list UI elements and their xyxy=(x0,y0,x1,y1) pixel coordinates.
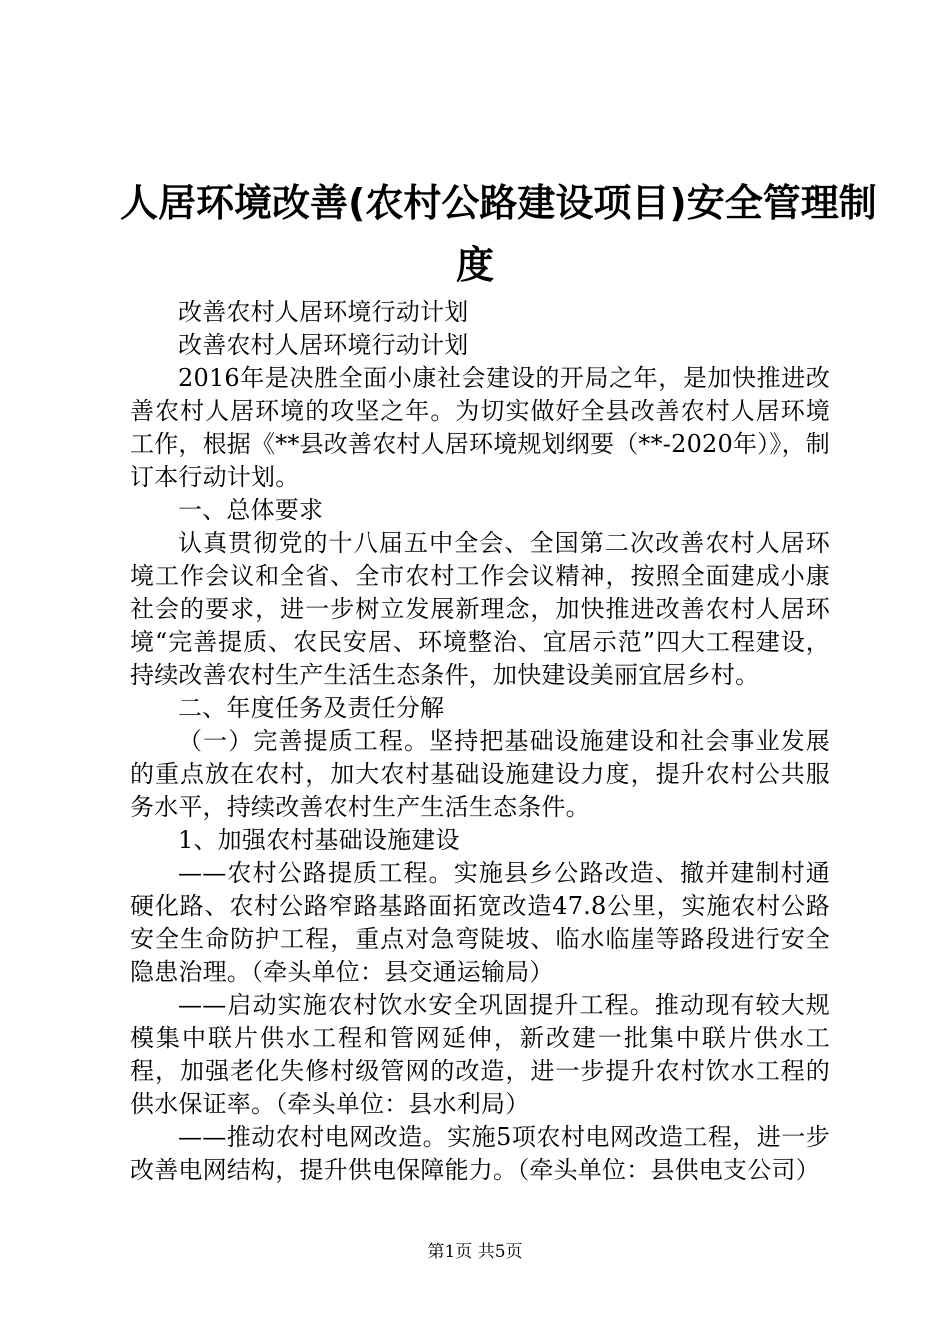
heading-general-requirements: 一、总体要求 xyxy=(178,496,324,524)
paragraph-general-requirements: 认真贯彻党的十八届五中全会、全国第二次改善农村人居环境工作会议和全省、全市农村工作会议精神，按照全面建成小康社会的要求，进一步树立发展新理念，加快推进改善农村人居环境“完善提质、农民安居、环境整治、宜居示范”四大工程建设，持续改善农村生产生活生态条件，加快建设美丽宜居乡村。 xyxy=(130,529,830,689)
paragraph-plan-title-1: 改善农村人居环境行动计划 xyxy=(178,298,469,326)
title-line-2: 度 xyxy=(455,243,494,287)
document-body xyxy=(130,296,830,1187)
paragraph-plan-title-2: 改善农村人居环境行动计划 xyxy=(178,331,469,359)
page-footer: 第1页 共5页 xyxy=(427,1242,523,1262)
paragraph-water-project: ——启动实施农村饮水安全巩固提升工程。推动现有较大规模集中联片供水工程和管网延伸，新改建一批集中联片供水工程，加强老化失修村级管网的改造，进一步提升农村饮水工程的供水保证率。（牵头单位：县水利局） xyxy=(130,991,830,1118)
title-line-1: 人居环境改善(农村公路建设项目)安全管理制 xyxy=(120,181,877,225)
heading-infrastructure: 1、加强农村基础设施建设 xyxy=(178,826,460,854)
paragraph-power-grid: ——推动农村电网改造。实施5项农村电网改造工程，进一步改善电网结构，提升供电保障能力。（牵头单位：县供电支公司） xyxy=(130,1123,830,1184)
document-title xyxy=(120,172,877,296)
paragraph-improvement-project: （一）完善提质工程。坚持把基础设施建设和社会事业发展的重点放在农村，加大农村基础设施建设力度，提升农村公共服务水平，持续改善农村生产生活生态条件。 xyxy=(130,727,830,821)
paragraph-road-project: ——农村公路提质工程。实施县乡公路改造、撤并建制村通硬化路、农村公路窄路基路面拓宽改造47.8公里，实施农村公路安全生命防护工程，重点对急弯陡坡、临水临崖等路段进行安全隐患治理。（牵头单位：县交通运输局） xyxy=(130,859,830,986)
heading-annual-tasks: 二、年度任务及责任分解 xyxy=(178,694,445,722)
paragraph-intro: 2016年是决胜全面小康社会建设的开局之年，是加快推进改善农村人居环境的攻坚之年。为切实做好全县改善农村人居环境工作，根据《**县改善农村人居环境规划纲要（**-2020年）》，制订本行动计划。 xyxy=(130,364,830,491)
